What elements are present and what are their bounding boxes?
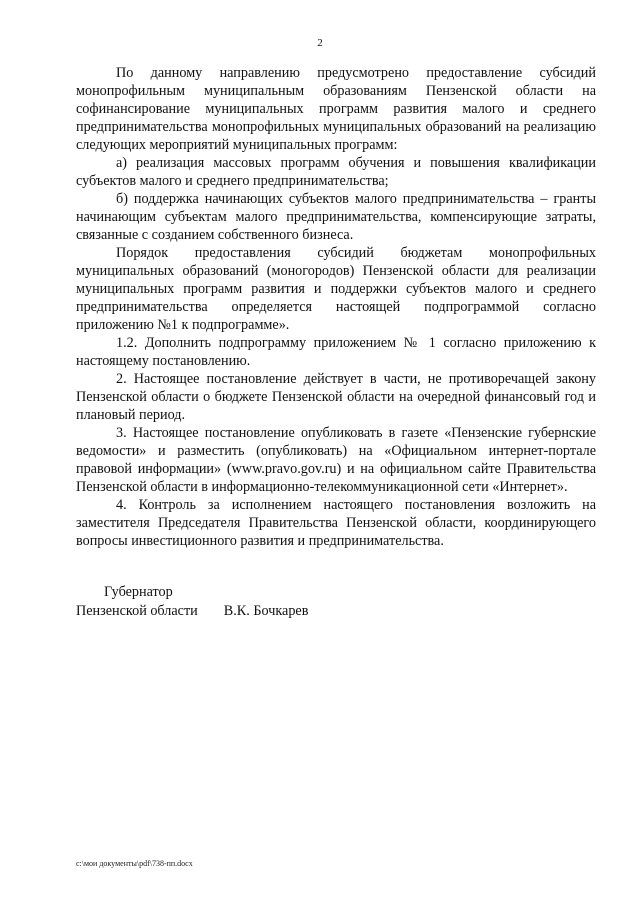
paragraph-clause-3: 3. Настоящее постановление опубликовать в газете «Пензенские губернские ведомости» и разместить (опубликовать) на «Официальном интернет-портале правовой информации» (www.pravo.gov.ru) и на официальном сайте Правительства Пензенской области в информационно-телекоммуникационной сети «Интернет». (76, 425, 596, 495)
signature-block (76, 583, 308, 621)
paragraph-procedure: Порядок предоставления субсидий бюджетам монопрофильных муниципальных образований (моногородов) Пензенской области для реализации муниципальных программ развития и поддержки субъектов малого и среднего предпринимательства определяется настоящей подпрограммой согласно приложению №1 к подпрограмме». (76, 245, 596, 333)
paragraph-clause-2: 2. Настоящее постановление действует в части, не противоречащей закону Пензенской области о бюджете Пензенской области на очередной финансовый год и плановый период. (76, 371, 596, 423)
signatory-title: Губернатор (104, 584, 173, 600)
signatory-region: Пензенской области (76, 603, 198, 619)
document-body (76, 64, 596, 550)
paragraph-item-b: б) поддержка начинающих субъектов малого предпринимательства – гранты начинающим субъектам малого предпринимательства, компенсирующие затраты, связанные с созданием собственного бизнеса. (76, 191, 596, 243)
signatory-name: В.К. Бочкарев (223, 603, 309, 619)
signatory-line (76, 602, 308, 621)
paragraph-item-a: а) реализация массовых программ обучения и повышения квалификации субъектов малого и среднего предпринимательства; (76, 155, 596, 189)
file-path-footer: c:\мои документы\pdf\738-пп.docx (76, 859, 193, 868)
paragraph-clause-4: 4. Контроль за исполнением настоящего постановления возложить на заместителя Председателя Правительства Пензенской области, координирующего вопросы инвестиционного развития и предпринимательства. (76, 497, 596, 549)
page-number: 2 (317, 37, 323, 49)
paragraph-subsidy-direction: По данному направлению предусмотрено предоставление субсидий монопрофильным муниципальным образованиям Пензенской области на софинансирование муниципальных программ развития малого и среднего предпринимательства монопрофильных муниципальных образований на реализацию следующих мероприятий муниципальных программ: (76, 65, 596, 153)
paragraph-clause-1-2: 1.2. Дополнить подпрограмму приложением № 1 согласно приложению к настоящему постановлению. (76, 335, 596, 369)
